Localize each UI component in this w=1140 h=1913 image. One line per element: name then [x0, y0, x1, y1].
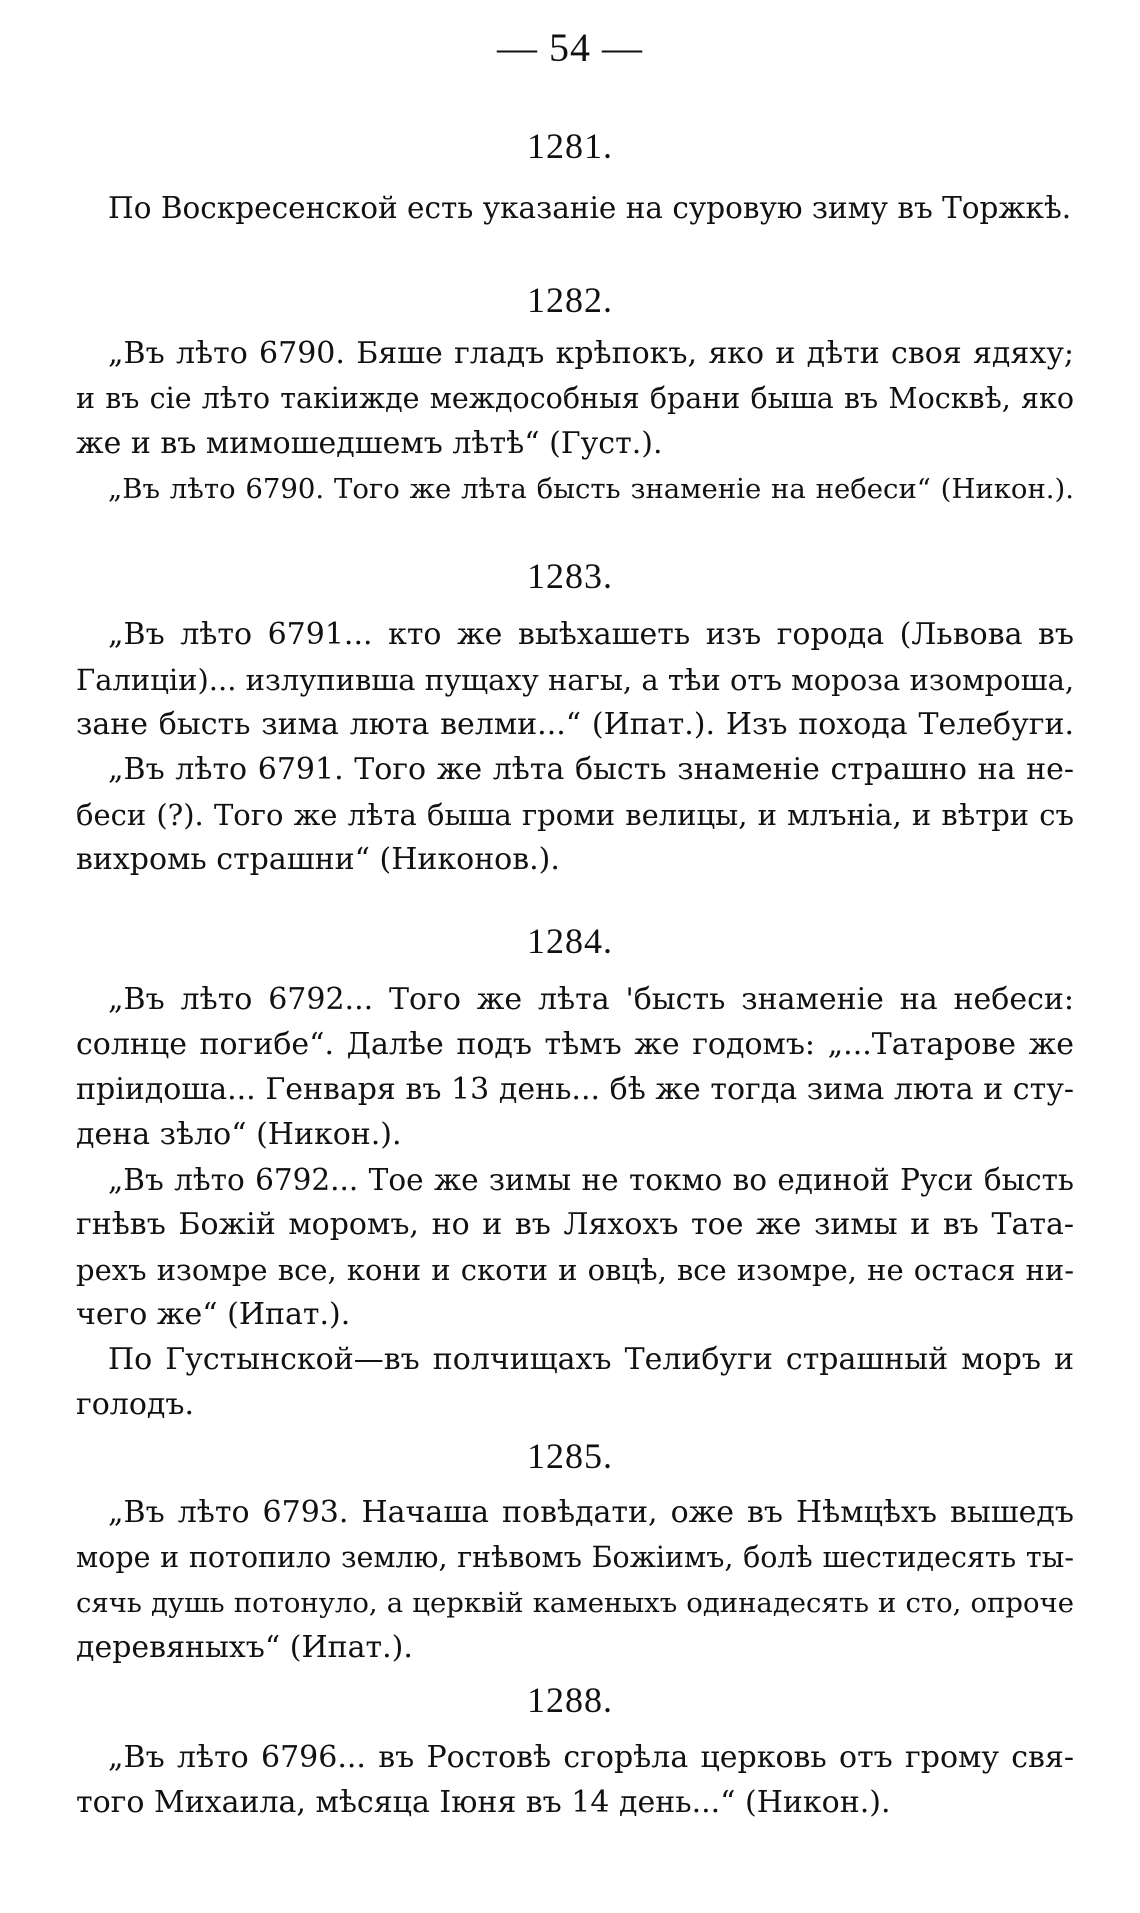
text-line: беси (?). Того же лѣта быша громи велицы, и млъніа, и вѣтри съ: [76, 798, 1074, 832]
text-line: По Воскресенской есть указаніе на суровую зиму въ Торжкѣ.: [108, 191, 1072, 225]
text-line: „Въ лѣто 6791... кто же выѣхашеть изъ города (Львова въ: [108, 617, 1074, 652]
text-line: того Михаила, мѣсяца Іюня въ 14 день...“ (Никон.).: [76, 1785, 891, 1820]
year-heading: 1285.: [527, 1436, 613, 1476]
text-line: „Въ лѣто 6793. Начаша повѣдати, оже въ Нѣмцѣхъ вышедъ: [108, 1495, 1074, 1530]
year-heading: 1282.: [527, 280, 613, 320]
text-line: По Густынской—въ полчищахъ Телибуги страшный моръ и: [108, 1342, 1074, 1377]
page-number: — 54 —: [497, 25, 643, 70]
text-line: „Въ лѣто 6791. Того же лѣта бысть знаменіе страшно на не-: [108, 752, 1074, 787]
text-line: „Въ лѣто 6790. Бяше гладъ крѣпокъ, яко и дѣти своя ядяху;: [108, 336, 1074, 371]
year-heading: 1281.: [527, 126, 613, 166]
text-line: солнце погибе“. Далѣе подъ тѣмъ же годомъ: „...Татарове же: [76, 1027, 1074, 1062]
text-line: „Въ лѣто 6790. Того же лѣта бысть знаменіе на небеси“ (Никон.).: [108, 473, 1074, 505]
text-line: Галиціи)... излупивша пущаху нагы, а тѣи отъ мороза изомроша,: [76, 663, 1074, 697]
text-line: прiидоша... Генваря въ 13 день... бѣ же тогда зима люта и сту-: [76, 1072, 1074, 1107]
text-line: же и въ мимошедшемъ лѣтѣ“ (Густ.).: [76, 426, 663, 461]
text-line: зане бысть зима люта велми...“ (Ипат.). Изъ похода Телебуги.: [76, 707, 1074, 742]
text-line: вихромь страшни“ (Никонов.).: [76, 842, 560, 877]
text-line: „Въ лѣто 6796... въ Ростовѣ сгорѣла церковь отъ грому свя-: [108, 1740, 1074, 1775]
text-line: „Въ лѣто 6792... Того же лѣта 'бысть знаменіе на небеси:: [108, 982, 1074, 1017]
year-heading: 1288.: [527, 1680, 613, 1720]
year-heading: 1283.: [527, 556, 613, 596]
text-line: море и потопило землю, гнѣвомъ Божіимъ, болѣ шестидесять ты-: [76, 1541, 1074, 1574]
text-line: „Въ лѣто 6792... Тое же зимы не токмо во единой Руси бысть: [108, 1163, 1074, 1197]
year-heading: 1284.: [527, 921, 613, 961]
text-line: чего же“ (Ипат.).: [76, 1297, 351, 1332]
text-line: дена зѣло“ (Никон.).: [76, 1117, 402, 1152]
text-line: голодъ.: [76, 1387, 194, 1422]
text-line: гнѣвъ Божій моромъ, но и въ Ляхохъ тое же зимы и въ Тата-: [76, 1207, 1074, 1242]
text-line: рехъ изомре все, кони и скоти и овцѣ, все изомре, не остася ни-: [76, 1253, 1074, 1287]
text-line: и въ сіе лѣто такіижде междособныя брани быша въ Москвѣ, яко: [76, 382, 1074, 415]
text-line: деревяныхъ“ (Ипат.).: [76, 1630, 413, 1665]
text-line: сячь душь потонуло, а церквій каменыхъ одинадесять и сто, опроче: [76, 1587, 1074, 1619]
